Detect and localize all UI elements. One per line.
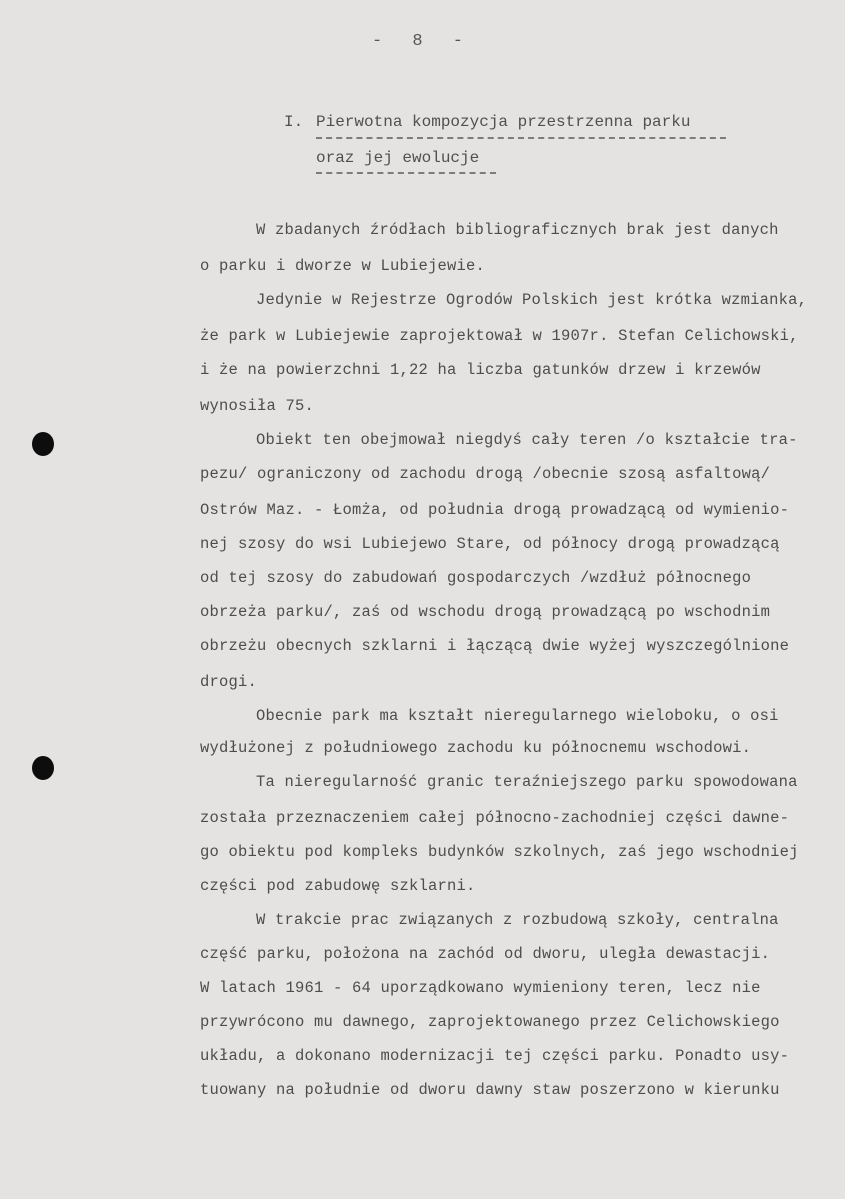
text-line: go obiektu pod kompleks budynków szkolnych, zaś jego wschodniej — [200, 843, 799, 861]
text-line: obrzeżu obecnych szklarni i łączącą dwie wyżej wyszczególnione — [200, 637, 790, 655]
text-line: Ta nieregularność granic teraźniejszego parku spowodowana — [256, 773, 798, 791]
text-line: część parku, położona na zachód od dworu, uległa dewastacji. — [200, 945, 771, 963]
text-line: została przeznaczeniem całej północno-zachodniej części dawne- — [200, 809, 790, 827]
text-line: pezu/ ograniczony od zachodu drogą /obecnie szosą asfaltową/ — [200, 465, 771, 483]
punch-hole — [32, 756, 54, 780]
text-line: Obecnie park ma kształt nieregularnego wieloboku, o osi — [256, 707, 779, 725]
text-line: o parku i dworze w Lubiejewie. — [200, 257, 486, 275]
text-line: części pod zabudowę szklarni. — [200, 877, 476, 895]
text-line: układu, a dokonano modernizacji tej części parku. Ponadto usy- — [200, 1047, 790, 1065]
heading-underline-2 — [316, 172, 496, 174]
text-line: wydłużonej z południowego zachodu ku północnemu wschodowi. — [200, 739, 752, 757]
text-line: wynosiła 75. — [200, 397, 315, 415]
text-line: od tej szosy do zabudowań gospodarczych /wzdłuż północnego — [200, 569, 752, 587]
text-line: W latach 1961 - 64 uporządkowano wymieniony teren, lecz nie — [200, 979, 761, 997]
text-line: i że na powierzchni 1,22 ha liczba gatunków drzew i krzewów — [200, 361, 761, 379]
text-line: nej szosy do wsi Lubiejewo Stare, od północy drogą prowadzącą — [200, 535, 780, 553]
text-line: że park w Lubiejewie zaprojektował w 1907r. Stefan Celichowski, — [200, 327, 799, 345]
heading-line-2: oraz jej ewolucje — [316, 149, 480, 167]
page-number: - 8 - — [371, 32, 473, 51]
punch-hole — [32, 432, 54, 456]
text-line: Ostrów Maz. - Łomża, od południa drogą prowadzącą od wymienio- — [200, 501, 790, 519]
text-line: W trakcie prac związanych z rozbudową szkoły, centralna — [256, 911, 779, 929]
text-line: Obiekt ten obejmował niegdyś cały teren /o kształcie tra- — [256, 431, 798, 449]
text-line: tuowany na południe od dworu dawny staw poszerzono w kierunku — [200, 1081, 780, 1099]
text-line: Jedynie w Rejestrze Ogrodów Polskich jest krótka wzmianka, — [256, 291, 808, 309]
text-line: drogi. — [200, 673, 258, 691]
text-line: przywrócono mu dawnego, zaprojektowanego przez Celichowskiego — [200, 1013, 780, 1031]
text-line: W zbadanych źródłach bibliograficznych brak jest danych — [256, 221, 779, 239]
heading-line-1: Pierwotna kompozycja przestrzenna parku — [316, 113, 691, 131]
heading-underline-1 — [316, 137, 726, 139]
section-number: I. — [284, 113, 304, 131]
text-line: obrzeża parku/, zaś od wschodu drogą prowadzącą po wschodnim — [200, 603, 771, 621]
